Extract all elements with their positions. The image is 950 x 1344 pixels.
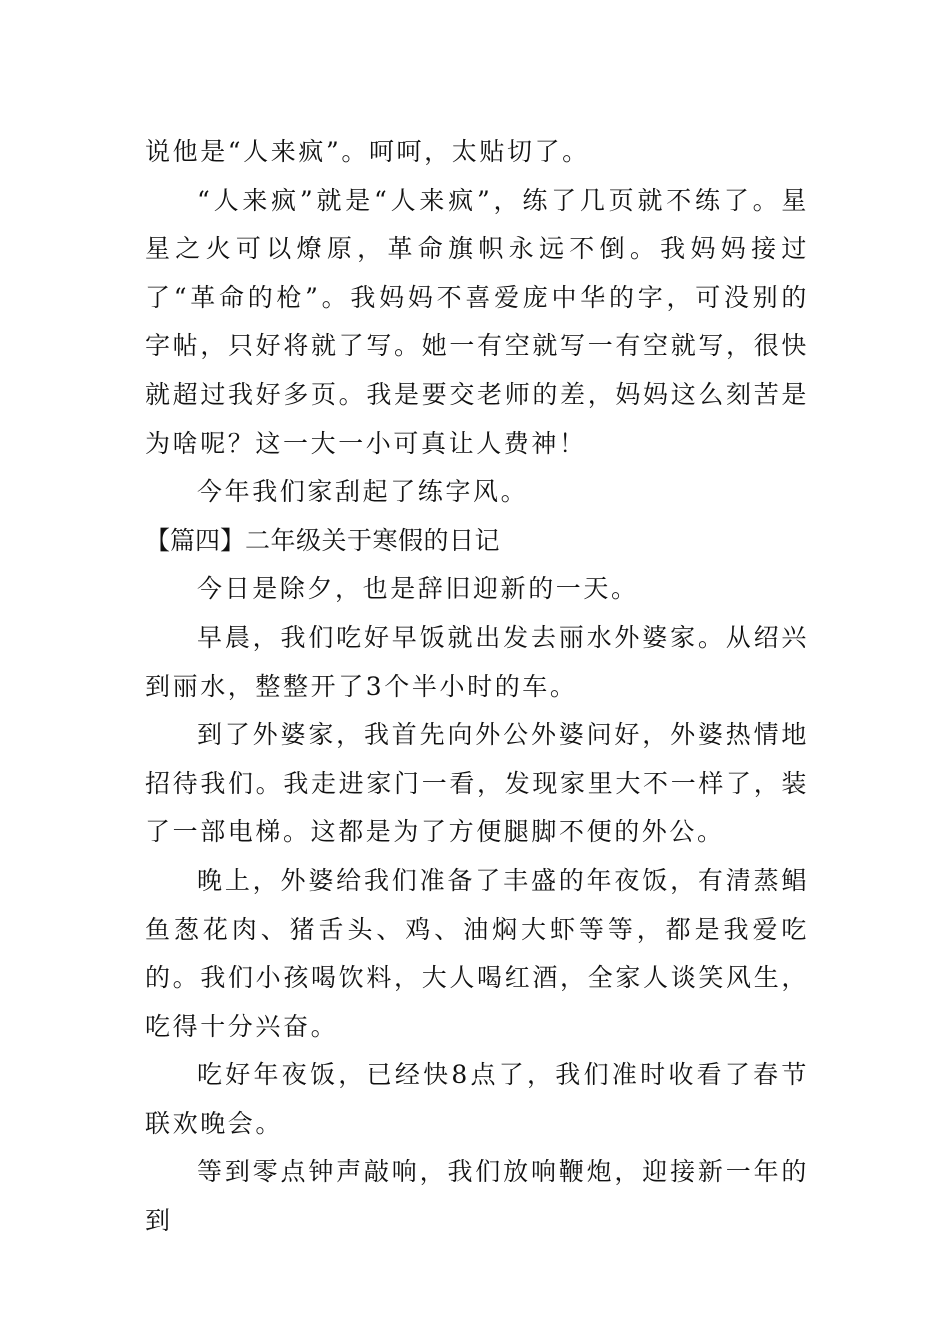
paragraph: “人来疯”就是“人来疯”，练了几页就不练了。星星之火可以燎原，革命旗帜永远不倒。我妈妈接过了“革命的枪”。我妈妈不喜爱庞中华的字，可没别的字帖，只好将就了写。她一有空就写一有空就写，很快就超过我好多页。我是要交老师的差，妈妈这么刻苦是为啥呢？这一大一小可真让人费神！: [145, 185, 809, 458]
document-page: [145, 128, 809, 1246]
paragraph: 说他是“人来疯”。呵呵，太贴切了。: [145, 137, 590, 166]
section-heading: [145, 517, 809, 566]
paragraph: 晚上，外婆给我们准备了丰盛的年夜饭，有清蒸鲳鱼葱花肉、猪舌头、鸡、油焖大虾等等，都是我爱吃的。我们小孩喝饮料，大人喝红酒，全家人谈笑风生，吃得十分兴奋。: [145, 865, 809, 1041]
paragraph: 吃好年夜饭，已经快8点了，我们准时收看了春节联欢晚会。: [145, 1060, 809, 1138]
paragraph: 早晨，我们吃好早饭就出发去丽水外婆家。从绍兴到丽水，整整开了3个半小时的车。: [145, 622, 809, 701]
section-label: 【篇四】: [145, 525, 246, 555]
paragraph: 今年我们家刮起了练字风。: [197, 477, 529, 507]
section-title: 二年级关于寒假的日记: [245, 525, 501, 555]
paragraph: 今日是除夕，也是辞旧迎新的一天。: [197, 574, 639, 604]
paragraph: 到了外婆家，我首先向外公外婆问好，外婆热情地招待我们。我走进家门一看，发现家里大不一样了，装了一部电梯。这都是为了方便腿脚不便的外公。: [145, 720, 809, 847]
paragraph: 等到零点钟声敲响，我们放响鞭炮，迎接新一年的到: [145, 1157, 809, 1236]
